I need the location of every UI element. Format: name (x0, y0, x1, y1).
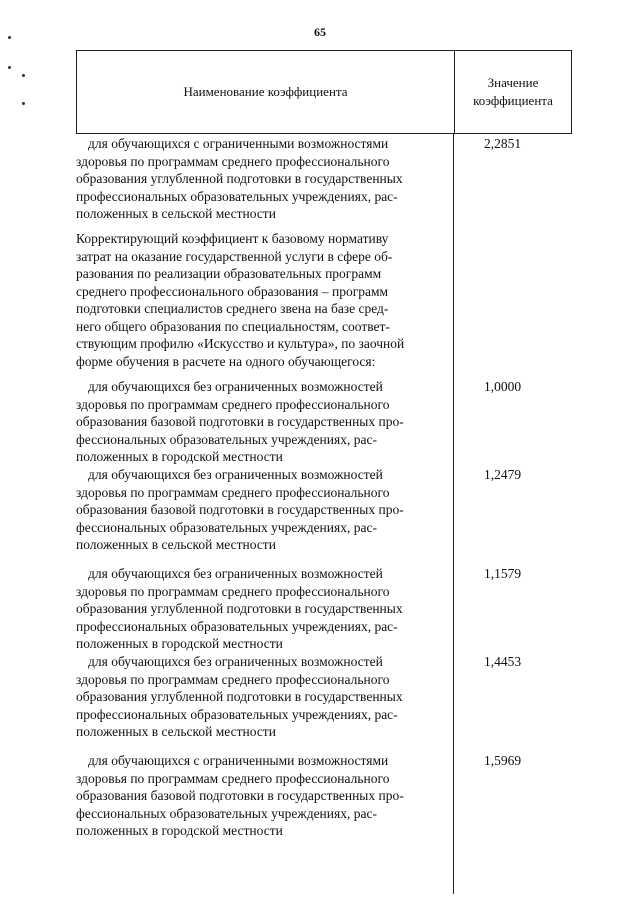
row-line: здоровья по программам среднего профессионального (76, 770, 390, 786)
row-value: 1,0000 (484, 379, 522, 394)
row-line: профессиональных образовательных учреждениях, рас- (76, 188, 398, 204)
intro-line: среднего профессионального образования – программ (76, 283, 389, 299)
intro-line: подготовки специалистов среднего звена на базе сред- (76, 301, 389, 316)
row-line: образования базовой подготовки в государственных про- (76, 414, 404, 429)
row-description (76, 466, 450, 554)
row-line: фессиональных образовательных учреждениях, рас- (76, 805, 377, 821)
section-intro (76, 230, 450, 370)
header-value-line1: Значение (487, 75, 539, 90)
row-value: 2,2851 (484, 136, 522, 151)
row-line: профессиональных образовательных учреждениях, рас- (76, 706, 398, 722)
row-line: здоровья по программам среднего профессионального (76, 671, 390, 687)
row-line: образования углубленной подготовки в государственных (76, 689, 403, 704)
row-description (76, 135, 450, 223)
row-line: для обучающихся с ограниченными возможностями (88, 753, 389, 768)
row-description (76, 752, 450, 840)
intro-line: затрат на оказание государственной услуги в сфере об- (76, 248, 393, 264)
row-line: образования углубленной подготовки в государственных (76, 171, 403, 186)
row-description (76, 565, 450, 653)
row-line: положенных в сельской местности (76, 537, 276, 552)
row-line: профессиональных образовательных учреждениях, рас- (76, 618, 398, 634)
header-value-line2: коэффициента (473, 93, 553, 108)
row-value: 1,5969 (484, 753, 522, 768)
scan-speck (8, 36, 11, 39)
intro-line: разования по реализации образовательных программ (76, 266, 382, 281)
row-line: здоровья по программам среднего профессионального (76, 153, 390, 169)
intro-line: ствующим профилю «Искусство и культура», по заочной (76, 336, 405, 351)
row-value: 1,4453 (484, 654, 522, 669)
row-line: для обучающихся без ограниченных возможностей (88, 654, 383, 669)
row-description (76, 653, 450, 741)
row-line: образования базовой подготовки в государственных про- (76, 788, 404, 803)
row-line: для обучающихся без ограниченных возможностей (88, 566, 383, 581)
intro-line: Корректирующий коэффициент к базовому нормативу (76, 231, 389, 246)
row-line: положенных в сельской местности (76, 206, 276, 221)
row-value: 1,2479 (484, 467, 522, 482)
intro-line: форме обучения в расчете на одного обучающегося: (76, 353, 376, 369)
row-line: положенных в городской местности (76, 636, 283, 651)
row-line: здоровья по программам среднего профессионального (76, 396, 390, 412)
column-divider (453, 134, 454, 894)
row-description (76, 378, 450, 466)
table-header (76, 50, 572, 134)
row-line: образования углубленной подготовки в государственных (76, 601, 403, 616)
row-line: образования базовой подготовки в государственных про- (76, 502, 404, 517)
page-number: 65 (314, 25, 326, 39)
row-line: для обучающихся без ограниченных возможностей (88, 379, 383, 394)
row-line: здоровья по программам среднего профессионального (76, 583, 390, 599)
scan-speck (22, 74, 25, 77)
scan-speck (22, 102, 25, 105)
row-line: фессиональных образовательных учреждениях, рас- (76, 431, 377, 447)
header-name-column: Наименование коэффициента (183, 84, 348, 99)
scan-speck (8, 66, 11, 69)
row-line: положенных в сельской местности (76, 724, 276, 739)
row-line: здоровья по программам среднего профессионального (76, 484, 390, 500)
row-value: 1,1579 (484, 566, 522, 581)
row-line: фессиональных образовательных учреждениях, рас- (76, 519, 377, 535)
row-line: положенных в городской местности (76, 823, 283, 838)
header-value-column (455, 51, 571, 133)
row-line: положенных в городской местности (76, 449, 283, 464)
row-line: для обучающихся с ограниченными возможностями (88, 136, 389, 151)
row-line: для обучающихся без ограниченных возможностей (88, 467, 383, 482)
intro-line: него общего образования по специальностям, соответ- (76, 318, 390, 334)
